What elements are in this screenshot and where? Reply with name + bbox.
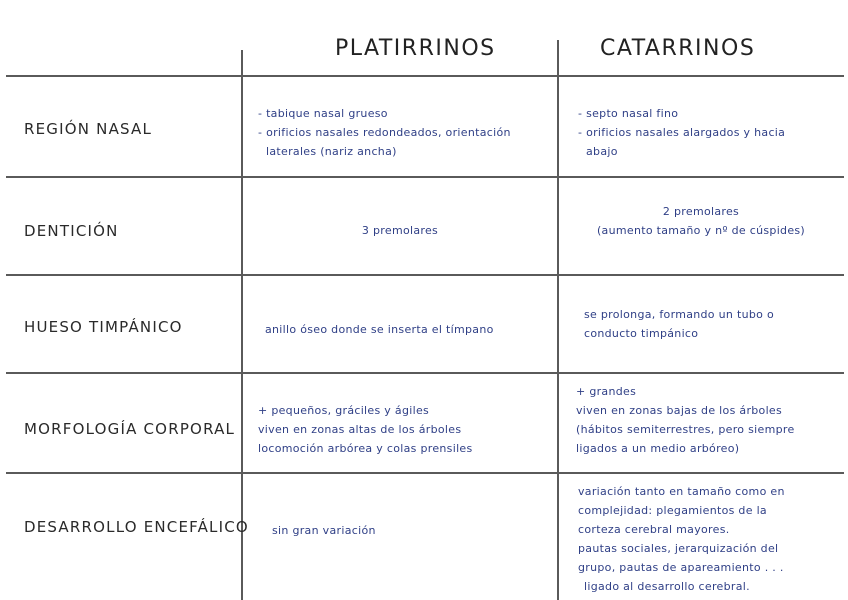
row-label-hueso-timpanico: HUESO TIMPÁNICO [24, 318, 183, 336]
text-line: - tabique nasal grueso [258, 107, 388, 120]
text-line: viven en zonas altas de los árboles [258, 423, 462, 436]
text-line: corteza cerebral mayores. [578, 523, 730, 536]
text-line: - orificios nasales alargados y hacia [578, 126, 786, 139]
text-line: locomoción arbórea y colas prensiles [258, 442, 473, 455]
rule-row-1-bottom [6, 176, 844, 178]
text-line: ligados a un medio arbóreo) [576, 442, 740, 455]
cell-catarrinos-denticion [559, 202, 843, 240]
rule-col-2 [557, 40, 559, 600]
header-platirrinos: PLATIRRINOS [335, 36, 496, 61]
cell-catarrinos-desarrollo-encefalico [578, 482, 785, 596]
text-line: complejidad: plegamientos de la [578, 504, 767, 517]
text-line: anillo óseo donde se inserta el tímpano [265, 323, 494, 336]
text-line: (aumento tamaño y nº de cúspides) [596, 224, 806, 237]
rule-row-4-bottom [6, 472, 844, 474]
text-line: grupo, pautas de apareamiento . . . [578, 561, 784, 574]
rule-header-bottom [6, 75, 844, 77]
cell-platirrinos-morfologia-corporal [258, 401, 473, 458]
cell-catarrinos-morfologia-corporal [576, 382, 795, 458]
text-line: abajo [586, 145, 618, 158]
text-line: (hábitos semiterrestres, pero siempre [576, 423, 795, 436]
cell-catarrinos-hueso-timpanico [584, 305, 774, 343]
text-line: - septo nasal fino [578, 107, 679, 120]
cell-catarrinos-region-nasal [578, 104, 785, 161]
text-line: + pequeños, gráciles y ágiles [258, 404, 430, 417]
text-line: laterales (nariz ancha) [266, 145, 397, 158]
text-line: pautas sociales, jerarquización del [578, 542, 779, 555]
cell-platirrinos-denticion [243, 221, 557, 240]
text-line: se prolonga, formando un tubo o [584, 308, 774, 321]
row-label-desarrollo-encefalico: DESARROLLO ENCEFÁLICO [24, 518, 249, 536]
text-line: variación tanto en tamaño como en [578, 485, 785, 498]
text-line: + grandes [576, 385, 637, 398]
rule-row-2-bottom [6, 274, 844, 276]
text-line: conducto timpánico [584, 327, 699, 340]
text-line: 3 premolares [361, 224, 439, 237]
cell-platirrinos-hueso-timpanico [265, 320, 494, 339]
text-line: viven en zonas bajas de los árboles [576, 404, 783, 417]
rule-row-3-bottom [6, 372, 844, 374]
row-label-denticion: DENTICIÓN [24, 222, 119, 240]
text-line: sin gran variación [272, 524, 376, 537]
text-line: 2 premolares [662, 205, 740, 218]
cell-platirrinos-region-nasal [258, 104, 511, 161]
row-label-morfologia-corporal: MORFOLOGÍA CORPORAL [24, 420, 236, 438]
text-line: - orificios nasales redondeados, orientación [258, 126, 511, 139]
cell-platirrinos-desarrollo-encefalico [272, 521, 376, 540]
row-label-region-nasal: REGIÓN NASAL [24, 120, 153, 138]
header-catarrinos: CATARRINOS [600, 36, 756, 61]
text-line: ligado al desarrollo cerebral. [584, 580, 750, 593]
